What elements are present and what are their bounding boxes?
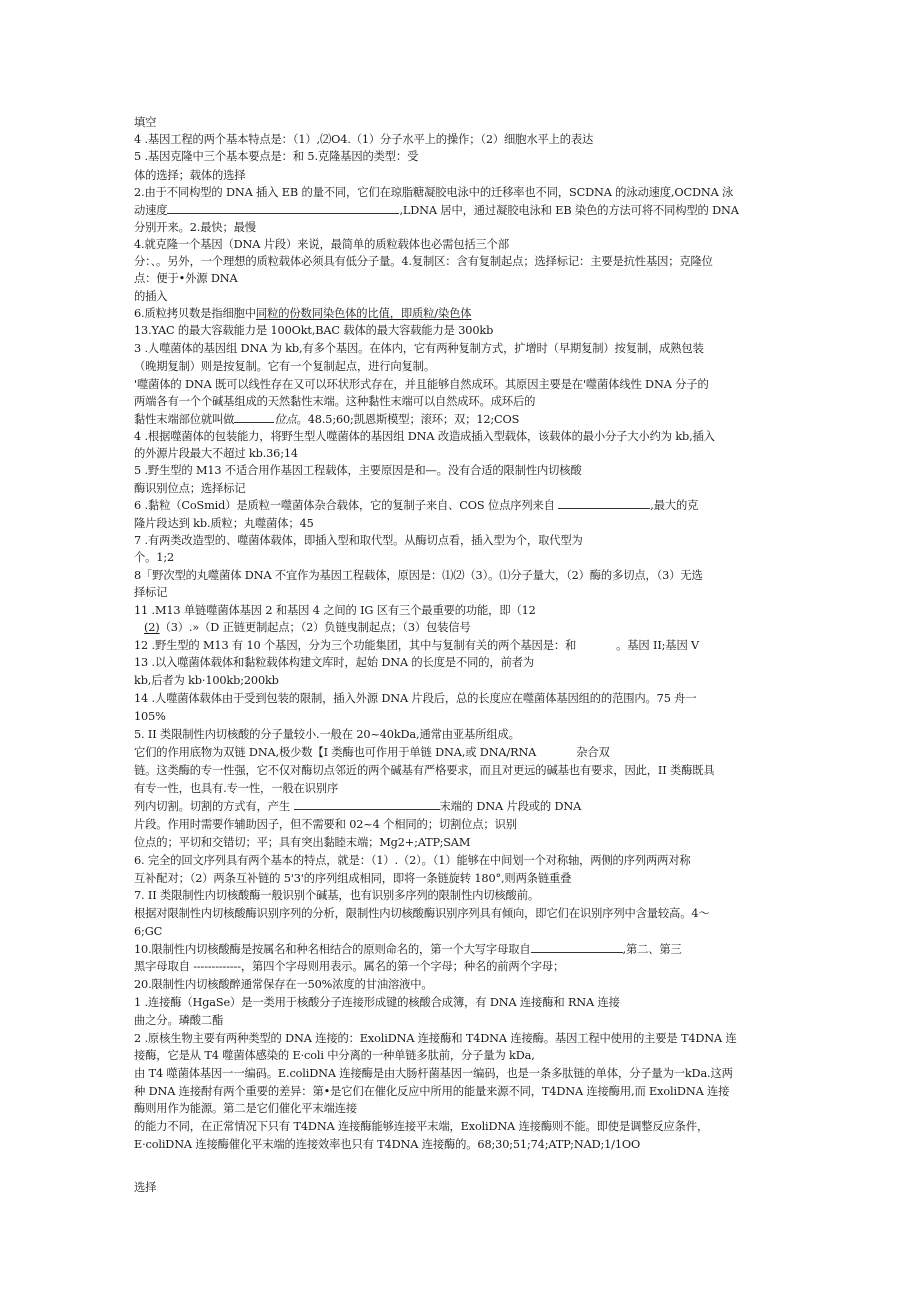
text-line: 5. II 类限制性内切核酸的分子量较小.一般在 20~40kDa,通常由亚基所组成。 — [134, 728, 520, 741]
text-line: 11 .M13 单链噬菌体基因 2 和基因 4 之间的 IG 区有三个最重要的功能，即（12 — [134, 604, 536, 617]
text-line: E·coliDNA 连接酶催化平末端的连接效率也只有 T4DNA 连接酶的。68;30;51;74;ATP;NAD;1/1OO — [134, 1138, 641, 1151]
text-line: 黏性末端部位就叫做 位点。48.5;60;凯恩斯模型；滚环；双；12;COS — [134, 413, 520, 426]
text-line: 有专一性，也具有.专一性，一般在识别序 — [134, 782, 339, 795]
text-line: 的外源片段最大不超过 kb.36;14 — [134, 447, 298, 460]
text-line: 由 T4 噬菌体基因一一编码。E.coliDNA 连接酶是由大肠杆菌基因一编码，也是一条多肽链的单体，分子量为一kDa.这两 — [134, 1067, 733, 1080]
underlined-text: (2) — [144, 621, 160, 634]
text-line: 酶识别位点；选择标记 — [134, 482, 246, 495]
fill-blank — [531, 941, 623, 953]
text-line: (2)（3）.»（D 正链更制起点；（2）负链曳制起点；（3）包装信号 — [144, 621, 471, 634]
text-line: 2 .原核生物主要有两种类型的 DNA 连接的：ExoliDNA 连接酶和 T4DNA 连接酶。基因工程中使用的主要是 T4DNA 连 — [134, 1032, 737, 1045]
text-line: 个。1;2 — [134, 551, 175, 564]
fill-blank — [294, 798, 440, 810]
text-line: '噬菌体的 DNA 既可以线性存在又可以环状形式存在，并且能够自然成环。其原因主要是在'噬菌体线性 DNA 分子的 — [134, 378, 709, 391]
text-line: 6. 完全的回文序列具有两个基本的特点，就是：（1）.（2）。（1）能够在中间划一个对称轴，两侧的序列两两对称 — [134, 854, 691, 867]
text-line: 12 .野生型的 M13 有 10 个基因，分为三个功能集团，其中与复制有关的两个基因是：和 。基因 II;基因 V — [134, 639, 700, 652]
text-line: 接酶，它是从 T4 噬菌体感染的 E·coli 中分离的一种单链多肽前，分子量为 kDa, — [134, 1049, 535, 1062]
text-line: 3 .人噬菌体的基因组 DNA 为 kb,有多个基因。在体内，它有两种复制方式，扩增时（早期复制）按复制，成熟包装 — [134, 342, 704, 355]
text-line: 5 .野生型的 M13 不适合用作基因工程载体，主要原因是和—。没有合适的限制性内切核酸 — [134, 464, 582, 477]
underlined-text: 同粒的份数同染色体的比值，即质粒/染色体 — [255, 307, 472, 320]
text-line: 8「野次型的丸噬菌体 DNA 不宜作为基因工程载体，原因是：⑴⑵（3）。⑴分子量大，（2）酶的多切点，（3）无选 — [134, 569, 703, 582]
text-line: 分：、。另外，一个理想的质粒载体必须具有低分子量。4.复制区：含有复制起点；选择标记：主要是抗性基因；克隆位 — [134, 255, 713, 268]
text-line: 根据对限制性内切核酸酶识别序列的分析，限制性内切核酸酶识别序列具有倾向，即它们在识别序列中含量较高。4〜 — [134, 907, 710, 920]
text-line: 7 .有两类改造型的、噬菌体载体，即插入型和取代型。从酶切点看，插入型为个，取代型为 — [134, 534, 583, 547]
text-line: 20.限制性内切核酸醉通常保存在一50%浓度的甘油溶液中。 — [134, 978, 433, 991]
text-line: 链。这类酶的专一性强，它不仅对酶切点邻近的两个碱基有严格要求，而且对更远的碱基也有要求，因此，II 类酶既具 — [134, 764, 715, 777]
text-line: 2.由于不同构型的 DNA 插入 EB 的量不同，它们在琼脂糖凝胶电泳中的迁移率也不同，SCDNA 的泳动速度,OCDNA 泳 — [134, 186, 734, 199]
text-line: 的插入 — [134, 290, 168, 303]
text-line: 曲之分。璘酸二酯 — [134, 1014, 224, 1027]
section-heading-choice: 选择 — [134, 1181, 157, 1194]
text-line: 它们的作用底物为双链 DNA,极少数【I 类酶也可作用于单链 DNA,或 DNA/RNA 杂合双 — [134, 746, 610, 759]
text-line: 择标记 — [134, 586, 168, 599]
fill-blank — [558, 497, 650, 509]
text-line: 13.YAC 的最大容载能力是 100Okt,BAC 载体的最大容载能力是 300kb — [134, 324, 494, 337]
text-line: 动速度 ,LDNA 居中，通过凝胶电泳和 EB 染色的方法可将不同构型的 DNA — [134, 204, 739, 217]
text-line: 14 .人噬菌体载体由于受到包装的限制，插入外源 DNA 片段后，总的长度应在噬菌体基因组的的范围内。75 舟一 — [134, 692, 697, 705]
text-line: 6;GC — [134, 925, 163, 938]
text-line: 黑字母取自 -------------，第四个字母则用表示。属名的第一个字母；种名的前两个字母； — [134, 960, 565, 973]
section-heading-fill: 填空 — [134, 116, 157, 129]
text-line: 105% — [134, 710, 166, 723]
text-line: 4 .根据噬菌体的包装能力，将野生型人噬菌体的基因组 DNA 改造成插入型载体，该载体的最小分子大小约为 kb,插入 — [134, 430, 715, 443]
text-line: 4 .基因工程的两个基本特点是：（1）,⑵O4.（1）分子水平上的操作；（2）细胞水平上的表达 — [134, 133, 594, 146]
text-line: 13 .以入噬菌体载体和黏粒载体构建文库时，起始 DNA 的长度是不同的，前者为 — [134, 656, 535, 669]
text-line: 6.质粒拷贝数是指细胞中同粒的份数同染色体的比值，即质粒/染色体 — [134, 307, 472, 320]
text-line: 7. II 类限制性内切核酸酶一般识别个碱基，也有识别多序列的限制性内切核酸前。 — [134, 889, 539, 902]
text-line: 位点的；平切和交错切；平；具有突出黏睦末端；Mg2+;ATP;SAM — [134, 836, 471, 849]
text-line: 种 DNA 连接酎有两个重要的差异：第•是它们在催化反应中所用的能量来源不同，T4DNA 连接酶用,而 ExoliDNA 连接 — [134, 1085, 730, 1098]
text-line: 6 .黏粒（CoSmid）是质粒一噬菌体杂合载体，它的复制子来自、COS 位点序列来自 ,最大的克 — [134, 499, 699, 512]
fill-blank — [234, 411, 274, 423]
text-line: kb,后者为 kb·100kb;200kb — [134, 674, 279, 687]
text-line: 1 .连接酶（HgaSe）是一类用于核酸分子连接形成键的核酸合成簿，有 DNA 连接酶和 RNA 连接 — [134, 996, 620, 1009]
text-line: 5 .基因克隆中三个基本要点是：和 5.克隆基因的类型：受 — [134, 150, 419, 163]
text-line: 分别开来。2.最快；最慢 — [134, 221, 256, 234]
dash-blank: ------------- — [193, 960, 241, 973]
fill-blank — [167, 202, 399, 214]
text-line: 隆片段达到 kb.质粒；丸噬菌体；45 — [134, 517, 314, 530]
text-line: 体的选择；载体的选择 — [134, 169, 246, 182]
text-line: 点：便于•外源 DNA — [134, 272, 238, 285]
text-line: 的能力不同，在正常情况下只有 T4DNA 连接酶能够连接平末端，ExoliDNA 连接酶则不能。即使是调整反应条件， — [134, 1120, 709, 1133]
text-line: （晚期复制）则是按复制。它有一个复制起点，进行向复制。 — [134, 360, 435, 373]
text-line: 互补配对；（2）两条互补链的 5'3'的序列组成相同，即将一条链旋转 180°,则两条链重叠 — [134, 872, 572, 885]
text-line: 列内切割。切割的方式有，产生 末端的 DNA 片段或的 DNA — [134, 800, 582, 813]
text-line: 酶则用作为能源。第二是它们催化平末端连接 — [134, 1102, 357, 1115]
text-line: 4.就克隆一个基因（DNA 片段）来说，最简单的质粒载体也必需包括三个部 — [134, 238, 509, 251]
text-line: 两端各有一个个碱基组成的天然黏性末端。这种黏性末端可以自然成环。成环后的 — [134, 395, 536, 408]
text-line: 10.限制性内切核酸酶是按属名和种名相结合的原则命名的，第一个大写字母取自 ,第二、第三 — [134, 943, 682, 956]
text-line: 片段。作用时需要作辅助因子，但不需要和 02~4 个相同的；切割位点；识别 — [134, 818, 517, 831]
